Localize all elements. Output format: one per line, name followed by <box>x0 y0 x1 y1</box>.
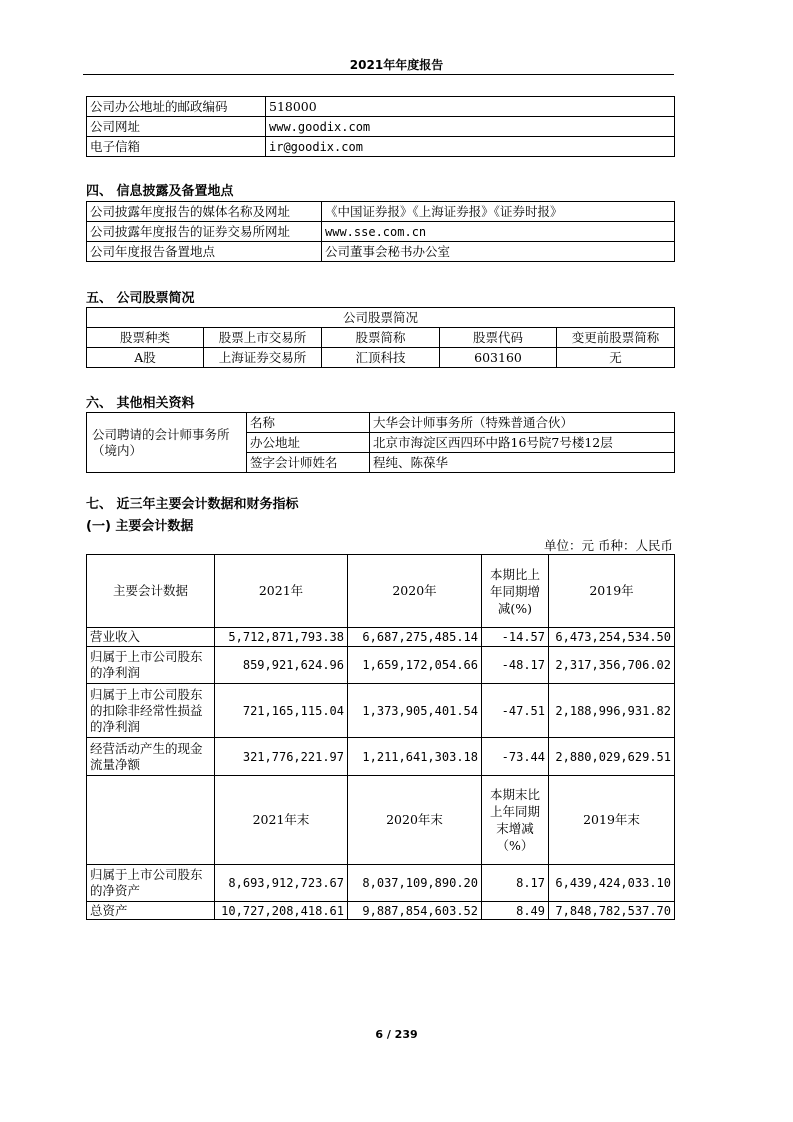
acct-header: 本期末比上年同期末增减（%） <box>482 776 549 865</box>
acct-cell: -48.17 <box>482 647 549 684</box>
acct-label: 归属于上市公司股东的净资产 <box>87 865 215 902</box>
acct-header: 2019年末 <box>549 776 675 865</box>
acct-header: 本期比上年同期增减(%) <box>482 555 549 628</box>
contact-value: www.goodix.com <box>266 117 675 137</box>
acct-cell: 6,439,424,033.10 <box>549 865 675 902</box>
acct-cell: 1,373,905,401.54 <box>348 684 482 738</box>
contact-value: ir@goodix.com <box>266 137 675 157</box>
acct-cell: 2,188,996,931.82 <box>549 684 675 738</box>
section-6-heading: 六、 其他相关资料 <box>86 396 195 411</box>
acct-cell: 2,880,029,629.51 <box>549 738 675 776</box>
acct-header: 2019年 <box>549 555 675 628</box>
contact-table <box>86 96 675 157</box>
disclosure-value: 公司董事会秘书办公室 <box>322 242 675 262</box>
page-header: 2021年年度报告 <box>349 58 444 72</box>
acct-cell: 5,712,871,793.38 <box>215 628 348 647</box>
stock-header: 变更前股票简称 <box>557 328 675 348</box>
acct-cell: 8.17 <box>482 865 549 902</box>
auditor-label: 名称 <box>247 413 370 433</box>
section-5-heading: 五、 公司股票简况 <box>86 291 195 306</box>
stock-table <box>86 307 675 368</box>
acct-cell: 321,776,221.97 <box>215 738 348 776</box>
disclosure-value: www.sse.com.cn <box>322 222 675 242</box>
stock-header: 股票上市交易所 <box>204 328 322 348</box>
contact-value: 518000 <box>266 97 675 117</box>
acct-header: 2020年 <box>348 555 482 628</box>
acct-label: 经营活动产生的现金流量净额 <box>87 738 215 776</box>
acct-cell: 8,037,109,890.20 <box>348 865 482 902</box>
acct-label: 营业收入 <box>87 628 215 647</box>
acct-cell: 721,165,115.04 <box>215 684 348 738</box>
acct-header: 2021年 <box>215 555 348 628</box>
stock-cell: 603160 <box>440 348 557 368</box>
acct-cell: -73.44 <box>482 738 549 776</box>
acct-cell: 7,848,782,537.70 <box>549 902 675 920</box>
acct-cell: 8,693,912,723.67 <box>215 865 348 902</box>
contact-label: 电子信箱 <box>87 137 266 157</box>
unit-note: 单位：元 币种：人民币 <box>544 538 673 553</box>
section-7-heading: 七、 近三年主要会计数据和财务指标 <box>86 497 299 512</box>
stock-cell: 汇顶科技 <box>322 348 440 368</box>
stock-caption: 公司股票简况 <box>87 308 675 328</box>
auditor-value: 北京市海淀区西四环中路16号院7号楼12层 <box>370 433 675 453</box>
auditor-label: 签字会计师姓名 <box>247 453 370 473</box>
acct-cell: 6,473,254,534.50 <box>549 628 675 647</box>
acct-cell: 9,887,854,603.52 <box>348 902 482 920</box>
acct-header: 2021年末 <box>215 776 348 865</box>
auditor-table <box>86 412 675 473</box>
acct-cell: 1,211,641,303.18 <box>348 738 482 776</box>
contact-label: 公司网址 <box>87 117 266 137</box>
page-number: 6 / 239 <box>375 1028 418 1041</box>
acct-cell: 10,727,208,418.61 <box>215 902 348 920</box>
acct-header <box>87 776 215 865</box>
stock-cell: A股 <box>87 348 204 368</box>
auditor-value: 大华会计师事务所（特殊普通合伙） <box>370 413 675 433</box>
acct-cell: 859,921,624.96 <box>215 647 348 684</box>
acct-header: 2020年末 <box>348 776 482 865</box>
stock-header: 股票简称 <box>322 328 440 348</box>
acct-label: 总资产 <box>87 902 215 920</box>
stock-cell: 无 <box>557 348 675 368</box>
disclosure-table <box>86 201 675 262</box>
disclosure-label: 公司披露年度报告的证券交易所网址 <box>87 222 322 242</box>
acct-label: 归属于上市公司股东的扣除非经常性损益的净利润 <box>87 684 215 738</box>
header-divider <box>83 74 674 75</box>
acct-cell: -14.57 <box>482 628 549 647</box>
acct-cell: -47.51 <box>482 684 549 738</box>
acct-cell: 8.49 <box>482 902 549 920</box>
auditor-label: 办公地址 <box>247 433 370 453</box>
acct-cell: 1,659,172,054.66 <box>348 647 482 684</box>
stock-header: 股票种类 <box>87 328 204 348</box>
auditor-entity: 公司聘请的会计师事务所（境内） <box>87 413 247 473</box>
auditor-value: 程纯、陈葆华 <box>370 453 675 473</box>
section-4-heading: 四、 信息披露及备置地点 <box>86 184 234 199</box>
acct-header: 主要会计数据 <box>87 555 215 628</box>
stock-header: 股票代码 <box>440 328 557 348</box>
acct-cell: 6,687,275,485.14 <box>348 628 482 647</box>
section-7-subheading: (一) 主要会计数据 <box>86 519 194 534</box>
disclosure-label: 公司披露年度报告的媒体名称及网址 <box>87 202 322 222</box>
stock-cell: 上海证券交易所 <box>204 348 322 368</box>
acct-label: 归属于上市公司股东的净利润 <box>87 647 215 684</box>
accounting-table <box>86 554 675 920</box>
disclosure-label: 公司年度报告备置地点 <box>87 242 322 262</box>
disclosure-value: 《中国证券报》《上海证券报》《证券时报》 <box>322 202 675 222</box>
acct-cell: 2,317,356,706.02 <box>549 647 675 684</box>
contact-label: 公司办公地址的邮政编码 <box>87 97 266 117</box>
